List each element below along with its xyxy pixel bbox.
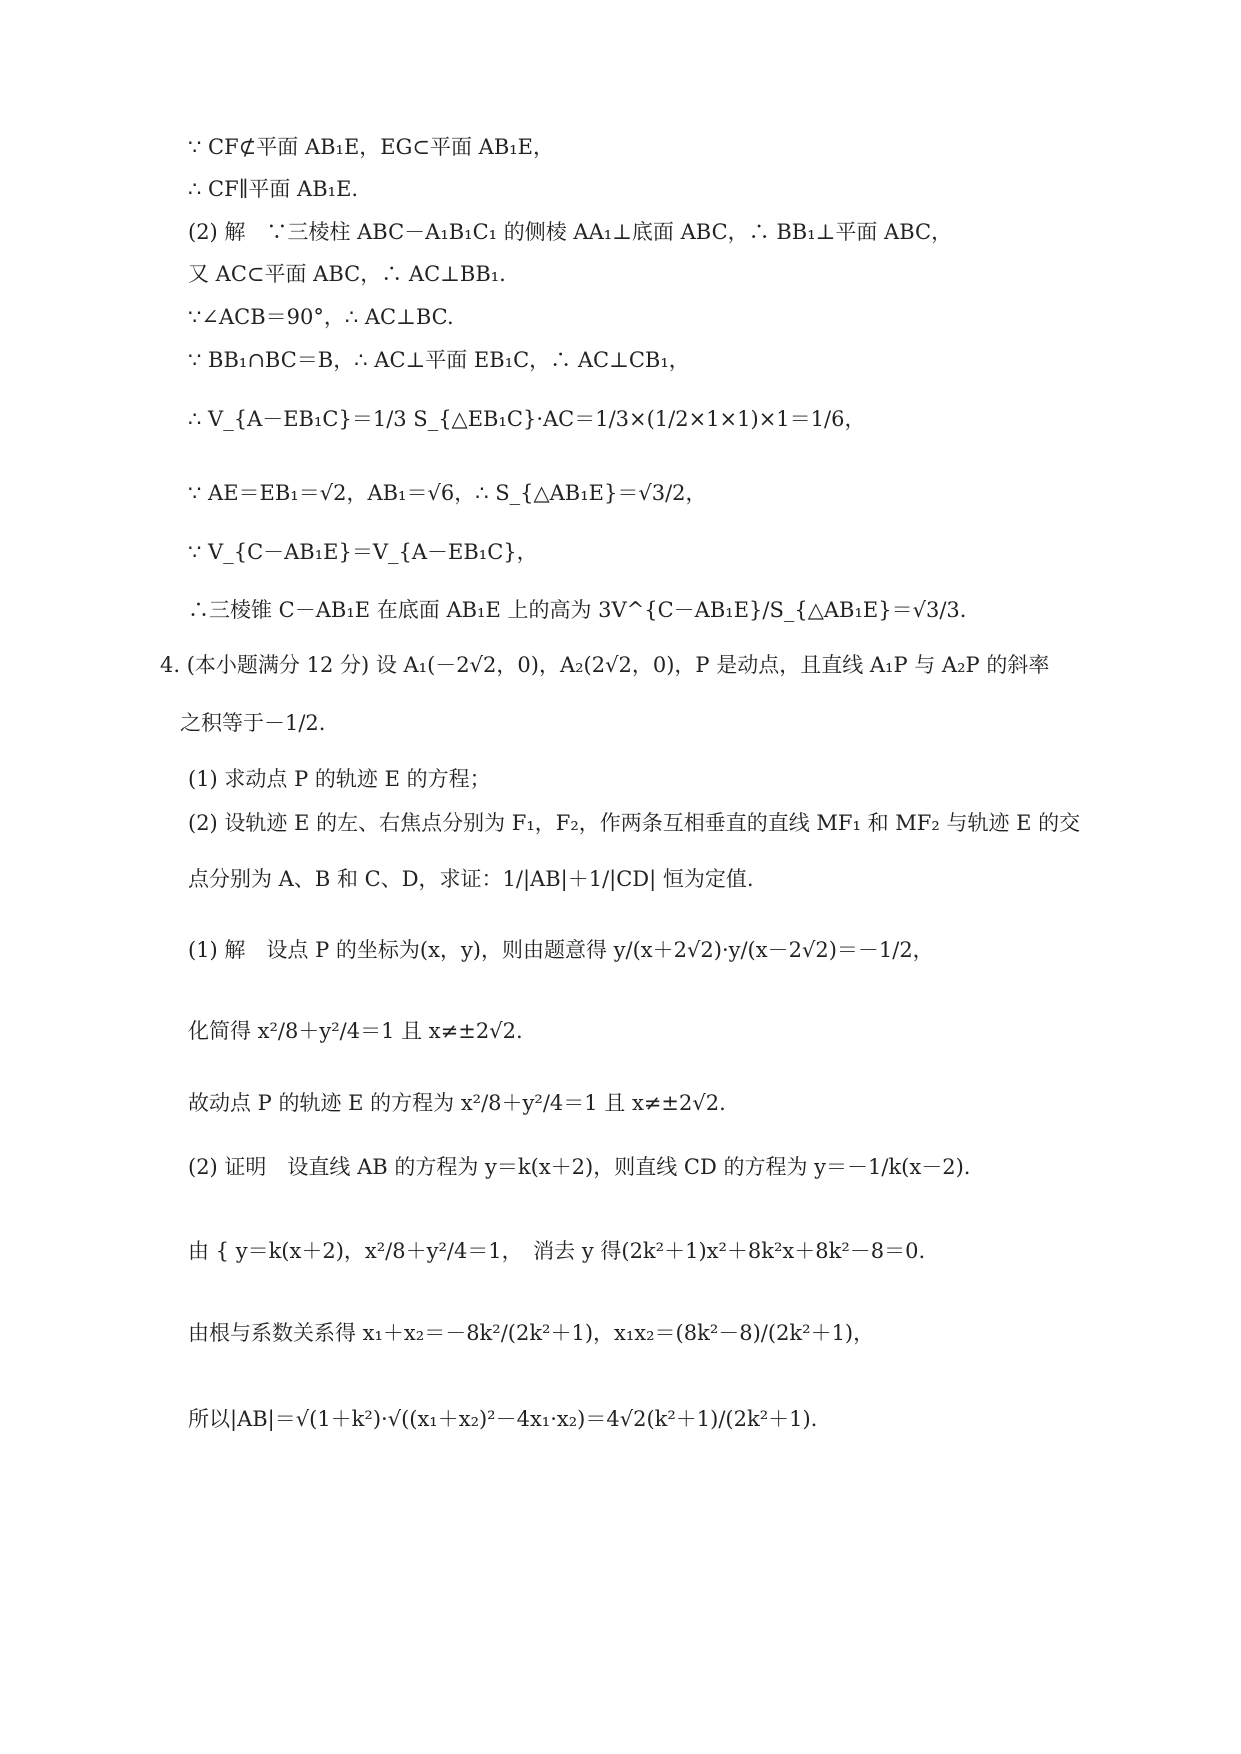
line-22: 所以|AB|＝√(1＋k²)·√((x₁＋x₂)²－4x₁·x₂)＝4√2(k²＋1)/(2k²＋1). bbox=[188, 1407, 818, 1431]
line-6: ∵ BB₁∩BC＝B，∴ AC⊥平面 EB₁C，∴ AC⊥CB₁， bbox=[188, 348, 690, 372]
line-2: ∴ CF∥平面 AB₁E. bbox=[188, 177, 359, 201]
line-10: ∴三棱锥 C－AB₁E 在底面 AB₁E 上的高为 3V^{C－AB₁E}/S_{△AB₁E}＝√3/3. bbox=[188, 598, 967, 622]
line-19: (2) 证明 设直线 AB 的方程为 y＝k(x＋2)，则直线 CD 的方程为 y＝－1/k(x－2). bbox=[188, 1155, 971, 1179]
line-20: 由 { y＝k(x＋2)，x²/8＋y²/4＝1， 消去 y 得(2k²＋1)x²＋8k²x＋8k²－8＝0. bbox=[188, 1239, 926, 1263]
line-1: ∵ CF⊄平面 AB₁E，EG⊂平面 AB₁E， bbox=[188, 135, 555, 159]
line-17: 化简得 x²/8＋y²/4＝1 且 x≠±2√2. bbox=[188, 1019, 523, 1043]
line-3: (2) 解 ∵三棱柱 ABC－A₁B₁C₁ 的侧棱 AA₁⊥底面 ABC，∴ BB₁⊥平面 ABC， bbox=[188, 220, 953, 244]
line-5: ∵∠ACB＝90°，∴ AC⊥BC. bbox=[188, 305, 454, 329]
line-11: 4. (本小题满分 12 分) 设 A₁(－2√2，0)，A₂(2√2，0)，P 是动点，且直线 A₁P 与 A₂P 的斜率 bbox=[160, 653, 1050, 677]
line-8: ∵ AE＝EB₁＝√2，AB₁＝√6，∴ S_{△AB₁E}＝√3/2， bbox=[188, 481, 707, 505]
line-7: ∴ V_{A－EB₁C}＝1/3 S_{△EB₁C}·AC＝1/3×(1/2×1×1)×1＝1/6， bbox=[188, 407, 866, 431]
line-4: 又 AC⊂平面 ABC，∴ AC⊥BB₁. bbox=[188, 262, 506, 286]
line-12: 之积等于－1/2. bbox=[180, 711, 326, 735]
line-15: 点分别为 A、B 和 C、D，求证：1/|AB|＋1/|CD| 恒为定值. bbox=[188, 867, 754, 891]
line-21: 由根与系数关系得 x₁＋x₂＝－8k²/(2k²＋1)，x₁x₂＝(8k²－8)/(2k²＋1)， bbox=[188, 1321, 875, 1345]
line-14: (2) 设轨迹 E 的左、右焦点分别为 F₁，F₂，作两条互相垂直的直线 MF₁ 和 MF₂ 与轨迹 E 的交 bbox=[188, 811, 1081, 835]
line-9: ∵ V_{C－AB₁E}＝V_{A－EB₁C}， bbox=[188, 540, 538, 564]
line-18: 故动点 P 的轨迹 E 的方程为 x²/8＋y²/4＝1 且 x≠±2√2. bbox=[188, 1091, 726, 1115]
line-13: (1) 求动点 P 的轨迹 E 的方程； bbox=[188, 767, 491, 791]
line-16: (1) 解 设点 P 的坐标为(x，y)，则由题意得 y/(x＋2√2)·y/(x－2√2)＝－1/2， bbox=[188, 938, 934, 962]
